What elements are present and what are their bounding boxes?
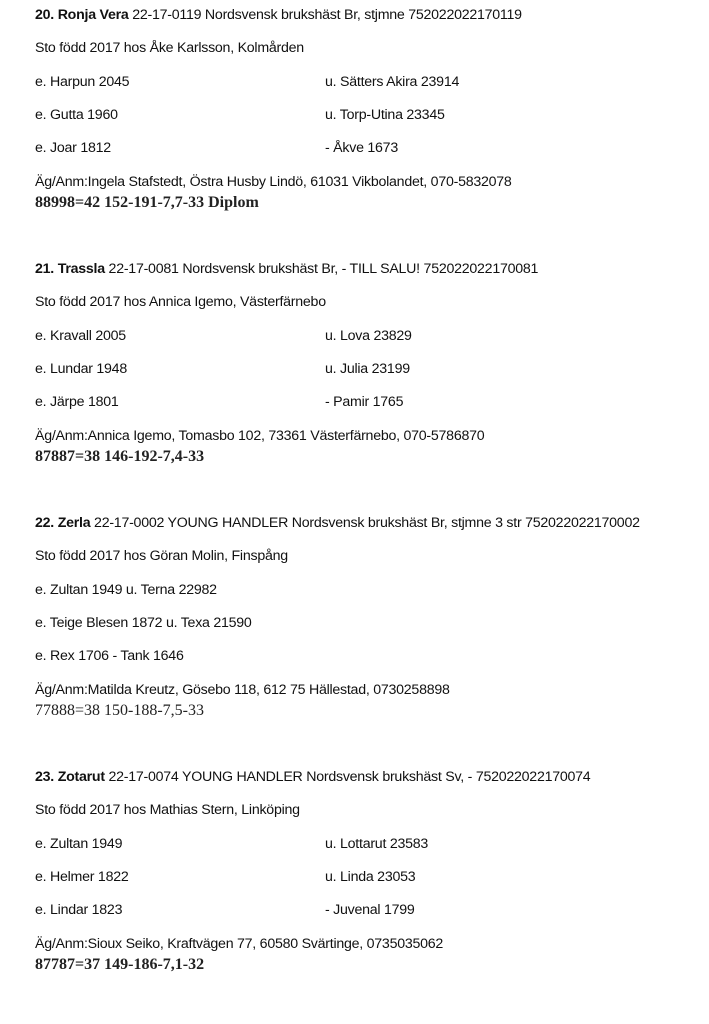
entry-number: 20. bbox=[35, 7, 54, 23]
dam-dam: u. Julia 23199 bbox=[325, 361, 410, 377]
entry-number: 21. bbox=[35, 261, 54, 277]
sire: e. Zultan 1949 bbox=[35, 836, 123, 852]
sire-sire-sire: e. Järpe 1801 bbox=[35, 394, 119, 410]
dam-sire: - Pamir 1765 bbox=[325, 394, 404, 410]
owner-info: Äg/Anm:Matilda Kreutz, Gösebo 118, 612 75 Hällestad, 0730258898 bbox=[35, 682, 450, 698]
dam: u. Lova 23829 bbox=[325, 328, 412, 344]
horse-name: Zotarut bbox=[57, 769, 105, 785]
pedigree-line: e. Rex 1706 - Tank 1646 bbox=[35, 648, 184, 664]
sire: e. Kravall 2005 bbox=[35, 328, 126, 344]
dam-dam: u. Torp-Utina 23345 bbox=[325, 107, 445, 123]
sire: e. Harpun 2045 bbox=[35, 74, 130, 90]
score: 87887=38 146-192-7,4-33 bbox=[35, 448, 205, 465]
sire-sire: e. Helmer 1822 bbox=[35, 869, 129, 885]
born-info: Sto född 2017 hos Göran Molin, Finspång bbox=[35, 548, 288, 564]
sire-sire-sire: e. Joar 1812 bbox=[35, 140, 111, 156]
sire-sire-sire: e. Lindar 1823 bbox=[35, 902, 123, 918]
born-info: Sto född 2017 hos Mathias Stern, Linköping bbox=[35, 802, 300, 818]
dam-dam: u. Linda 23053 bbox=[325, 869, 416, 885]
dam: u. Sätters Akira 23914 bbox=[325, 74, 460, 90]
owner-info: Äg/Anm:Sioux Seiko, Kraftvägen 77, 60580 Svärtinge, 0735035062 bbox=[35, 936, 444, 952]
horse-name: Ronja Vera bbox=[57, 7, 129, 23]
dam-sire: - Juvenal 1799 bbox=[325, 902, 415, 918]
entry-details: 22-17-0074 YOUNG HANDLER Nordsvensk brukshäst Sv, - 752022022170074 bbox=[104, 769, 591, 785]
entry-details: 22-17-0081 Nordsvensk brukshäst Br, - TILL SALU! 752022022170081 bbox=[104, 261, 539, 277]
score: 77888=38 150-188-7,5-33 bbox=[35, 702, 205, 719]
score: 87787=37 149-186-7,1-32 bbox=[35, 956, 205, 973]
horse-name: Trassla bbox=[57, 261, 105, 277]
entry-details: 22-17-0119 Nordsvensk brukshäst Br, stjmne 752022022170119 bbox=[128, 7, 522, 23]
horse-name: Zerla bbox=[57, 515, 91, 531]
sire-sire: e. Gutta 1960 bbox=[35, 107, 118, 123]
owner-info: Äg/Anm:Annica Igemo, Tomasbo 102, 73361 Västerfärnebo, 070-5786870 bbox=[35, 428, 485, 444]
dam: u. Lottarut 23583 bbox=[325, 836, 429, 852]
dam-sire: - Åkve 1673 bbox=[325, 140, 398, 156]
pedigree-line: e. Zultan 1949 u. Terna 22982 bbox=[35, 582, 217, 598]
entry-number: 23. bbox=[35, 769, 54, 785]
sire-sire: e. Lundar 1948 bbox=[35, 361, 127, 377]
owner-info: Äg/Anm:Ingela Stafstedt, Östra Husby Lindö, 61031 Vikbolandet, 070-5832078 bbox=[35, 174, 512, 190]
born-info: Sto född 2017 hos Åke Karlsson, Kolmården bbox=[35, 40, 304, 56]
score: 88998=42 152-191-7,7-33 Diplom bbox=[35, 194, 259, 211]
entry-heading bbox=[35, 514, 640, 532]
entry-heading bbox=[35, 260, 538, 278]
pedigree-line: e. Teige Blesen 1872 u. Texa 21590 bbox=[35, 615, 252, 631]
entry-details: 22-17-0002 YOUNG HANDLER Nordsvensk brukshäst Br, stjmne 3 str 752022022170002 bbox=[90, 515, 640, 531]
born-info: Sto född 2017 hos Annica Igemo, Västerfärnebo bbox=[35, 294, 326, 310]
entry-heading bbox=[35, 768, 590, 786]
entry-heading bbox=[35, 6, 522, 24]
entry-number: 22. bbox=[35, 515, 54, 531]
